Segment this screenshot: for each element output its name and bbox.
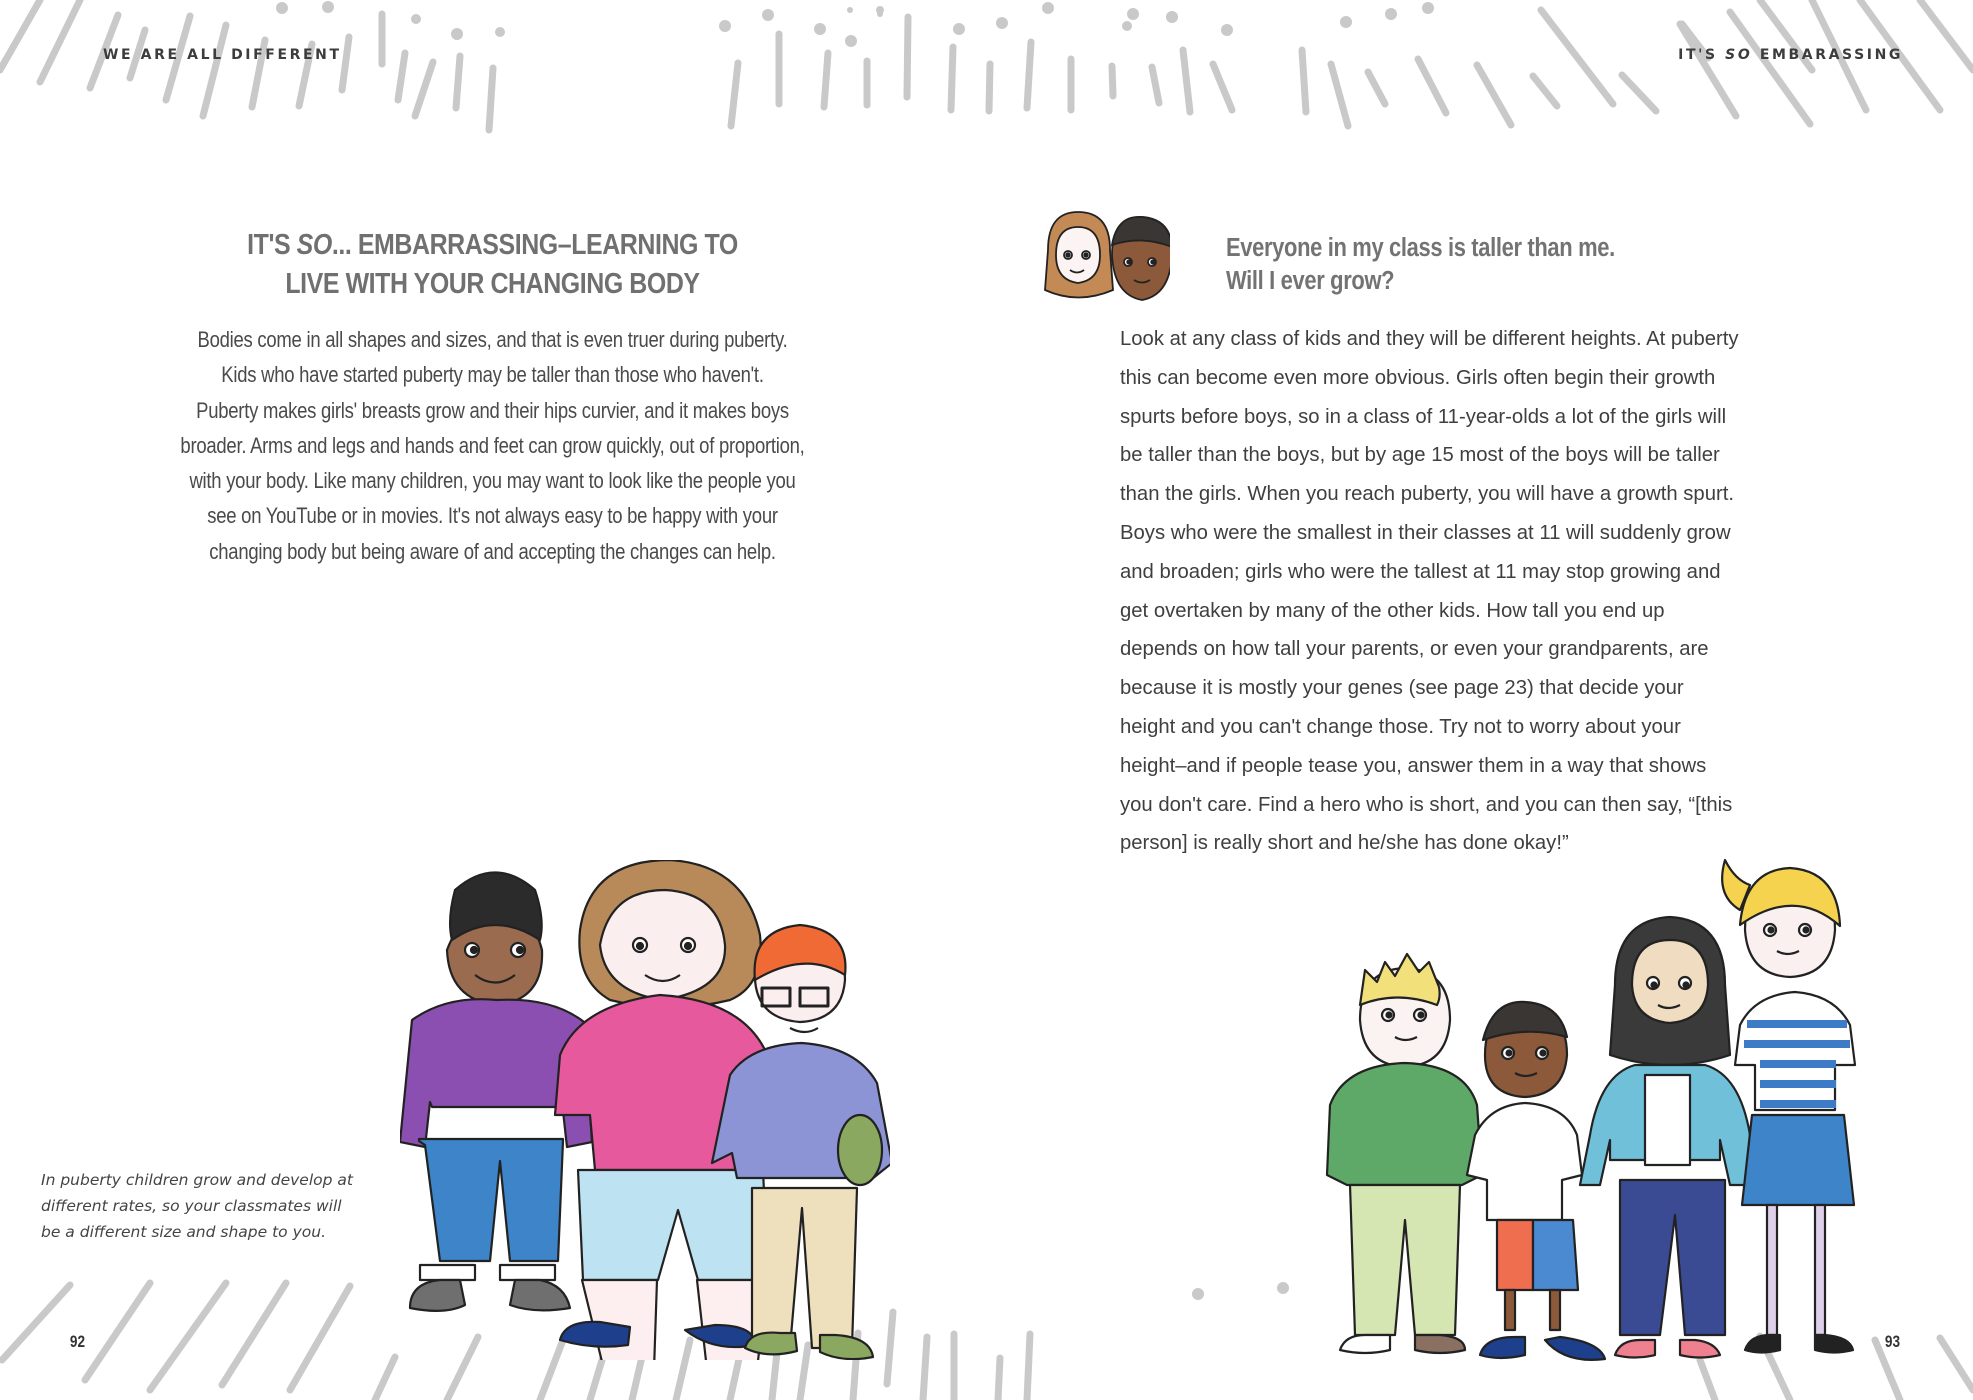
answer-line: Look at any class of kids and they will be different heights. At puberty bbox=[1120, 328, 1739, 350]
title-emphasis: SO bbox=[296, 229, 332, 261]
answer-line: height–and if people tease you, answer them in a way that shows bbox=[1120, 754, 1707, 777]
answer-line: depends on how tall your parents, or even your grandparents, are bbox=[1120, 638, 1709, 661]
intro-line: with your body. Like many children, you may want to look like the people you bbox=[189, 468, 796, 494]
answer-line: this can become even more obvious. Girls often begin their growth bbox=[1120, 366, 1716, 389]
page-number-right: 93 bbox=[1884, 1332, 1901, 1351]
intro-line: Bodies come in all shapes and sizes, and that is even truer during puberty. bbox=[197, 327, 788, 352]
intro-line: Puberty makes girls' breasts grow and their hips curvier, and it makes boys bbox=[196, 397, 789, 423]
intro-line: see on YouTube or in movies. It's not always easy to be happy with your bbox=[207, 503, 778, 529]
answer-line: be taller than the boys, but by age 15 most of the boys will be taller bbox=[1120, 444, 1720, 467]
answer-line: Boys who were the smallest in their classes at 11 will suddenly grow bbox=[1120, 521, 1731, 544]
intro-line: changing body but being aware of and accepting the changes can help. bbox=[209, 538, 776, 564]
running-head-right: IT'S SO EMBARASSING bbox=[1678, 47, 1903, 63]
intro-paragraph bbox=[171, 322, 814, 569]
answer-paragraph bbox=[1120, 320, 1860, 863]
three-children-illustration bbox=[400, 860, 890, 1360]
illustration-caption: In puberty children grow and develop at different rates, so your classmates will be a different size and shape to you. bbox=[41, 1171, 353, 1241]
intro-line: Kids who have started puberty may be taller than those who haven't. bbox=[221, 362, 764, 388]
answer-line: get overtaken by many of the other kids. How tall you end up bbox=[1120, 599, 1665, 622]
title-line-1: IT'S SO... EMBARRASSING–LEARNING TO bbox=[247, 229, 738, 261]
question-heading: Everyone in my class is taller than me. Will I ever grow? bbox=[1226, 234, 1615, 295]
intro-line: broader. Arms and legs and hands and feet can grow quickly, out of proportion, bbox=[180, 432, 805, 458]
answer-line: person] is really short and he/she has done okay!” bbox=[1120, 832, 1569, 855]
answer-line: than the girls. When you reach puberty, you will have a growth spurt. bbox=[1120, 483, 1735, 506]
left-page bbox=[0, 0, 986, 1400]
answer-line: and broaden; girls who were the tallest at 11 may stop growing and bbox=[1120, 560, 1721, 583]
title-line-2: LIVE WITH YOUR CHANGING BODY bbox=[285, 268, 700, 300]
answer-line: you don't care. Find a hero who is short, and you can then say, “[this bbox=[1120, 793, 1733, 816]
answer-line: spurts before boys, so in a class of 11-year-olds a lot of the girls will bbox=[1120, 405, 1727, 428]
four-children-illustration bbox=[1320, 855, 1880, 1365]
two-children-faces-illustration bbox=[1040, 210, 1170, 305]
answer-line: height and you can't change those. Try not to worry about your bbox=[1120, 715, 1681, 738]
section-title bbox=[181, 226, 805, 304]
answer-line: because it is mostly your genes (see page 23) that decide your bbox=[1120, 677, 1684, 700]
page-number-left: 92 bbox=[69, 1332, 86, 1351]
running-head-left: WE ARE ALL DIFFERENT bbox=[103, 47, 342, 63]
